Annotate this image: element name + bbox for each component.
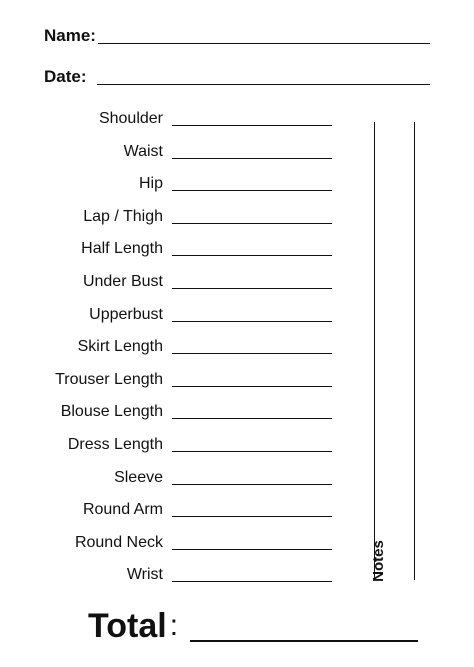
measurement-field[interactable] <box>172 418 332 419</box>
measurement-field[interactable] <box>172 223 332 224</box>
measurement-label: Round Neck <box>74 533 163 551</box>
measurement-row <box>0 562 332 586</box>
total-row <box>88 606 418 646</box>
measurement-field[interactable] <box>172 255 332 256</box>
measurement-label: Waist <box>123 142 163 160</box>
measurement-label: Half Length <box>81 240 163 258</box>
measurement-row <box>0 139 332 163</box>
measurement-label: Hip <box>138 175 163 193</box>
measurement-field[interactable] <box>172 158 332 159</box>
name-label: Name: <box>44 26 96 45</box>
total-field[interactable] <box>190 640 418 642</box>
measurement-label: Wrist <box>126 566 163 584</box>
notes-right-rule <box>414 122 415 580</box>
measurement-row <box>0 399 332 423</box>
measurement-field[interactable] <box>172 386 332 387</box>
measurement-label: Dress Length <box>67 436 163 453</box>
measurement-field[interactable] <box>172 190 332 191</box>
measurement-row <box>0 530 332 554</box>
measurement-field[interactable] <box>172 581 332 582</box>
measurement-label: Blouse Length <box>60 403 163 421</box>
total-label: Total <box>88 607 167 645</box>
notes-column[interactable] <box>370 122 414 582</box>
measurement-label: Sleeve <box>114 468 163 486</box>
measurement-label: Under Bust <box>82 273 163 290</box>
measurement-row <box>0 465 332 489</box>
measurement-row <box>0 497 332 521</box>
measurement-label: Upperbust <box>89 305 163 323</box>
measurement-row <box>0 432 332 456</box>
measurement-label: Shoulder <box>98 110 163 127</box>
date-row <box>44 67 430 87</box>
date-label: Date: <box>44 67 87 86</box>
measurement-row <box>0 204 332 228</box>
measurement-field[interactable] <box>172 288 332 289</box>
measurement-field[interactable] <box>172 353 332 354</box>
name-field[interactable] <box>98 43 430 44</box>
measurement-row <box>0 236 332 260</box>
measurement-row <box>0 171 332 195</box>
measurement-row <box>0 106 332 130</box>
measurement-row <box>0 302 332 326</box>
total-colon: : <box>169 609 179 642</box>
notes-left-rule <box>374 122 375 580</box>
measurement-label: Skirt Length <box>77 338 163 356</box>
measurement-field[interactable] <box>172 451 332 452</box>
measurement-field[interactable] <box>172 321 332 322</box>
measurement-row <box>0 269 332 293</box>
measurement-field[interactable] <box>172 516 332 517</box>
measurement-field[interactable] <box>172 484 332 485</box>
measurement-row <box>0 367 332 391</box>
measurement-field[interactable] <box>172 125 332 126</box>
measurement-field[interactable] <box>172 549 332 550</box>
notes-label: Notes <box>370 540 387 582</box>
name-row <box>44 26 430 46</box>
measurement-label: Round Arm <box>82 501 163 519</box>
measurement-row <box>0 334 332 358</box>
measurement-label: Trouser Length <box>55 370 163 388</box>
measurement-label: Lap / Thigh <box>83 207 163 225</box>
date-field[interactable] <box>97 84 430 85</box>
